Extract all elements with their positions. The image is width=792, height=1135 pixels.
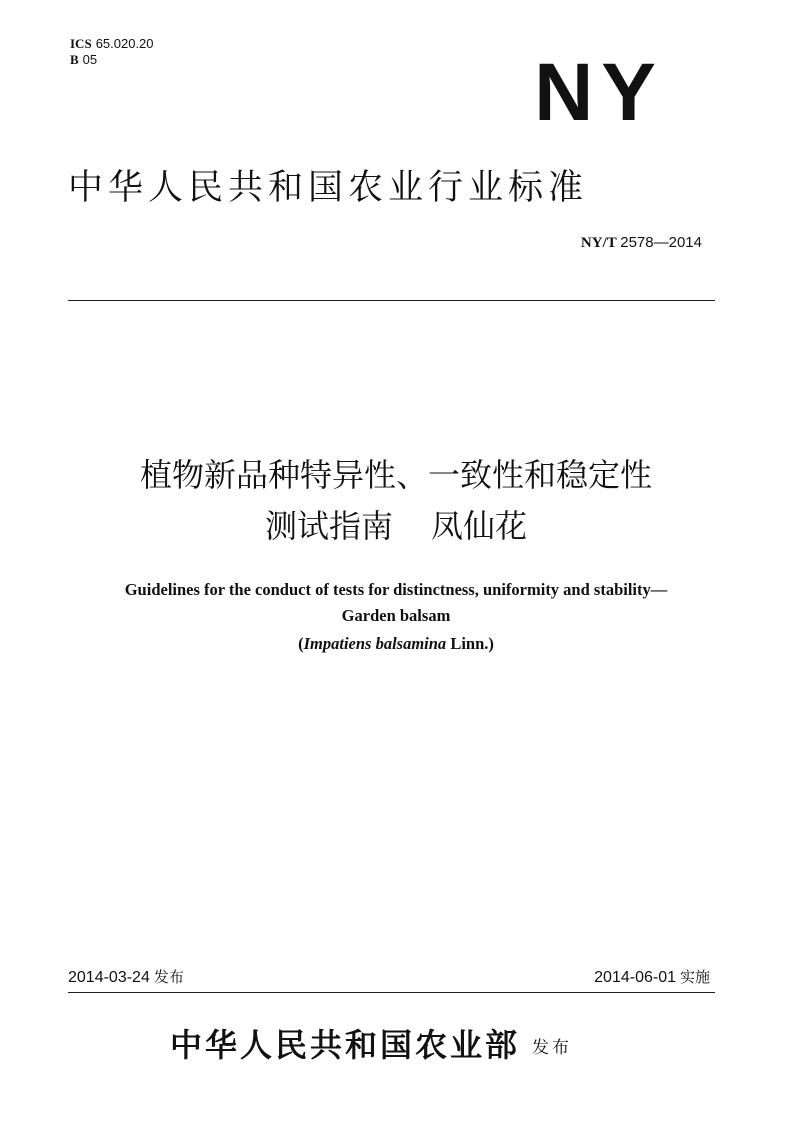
effective-date: 2014-06-01 xyxy=(594,969,676,986)
en-title-line1: Guidelines for the conduct of tests for distinctness, uniformity and stability— xyxy=(124,580,668,599)
class-code: 05 xyxy=(82,52,98,67)
issue-date: 2014-03-24 xyxy=(68,969,150,986)
ics-code: 65.020.20 xyxy=(95,36,154,51)
standard-number xyxy=(581,234,702,252)
cn-title-line1: 植物新品种特异性、一致性和稳定性 xyxy=(139,456,652,494)
issue-label: 发布 xyxy=(153,968,184,986)
publish-label: 发布 xyxy=(532,1037,573,1058)
standard-number-value: 2578—2014 xyxy=(620,234,702,251)
cn-title-line2 xyxy=(0,506,792,546)
cn-title-line2a: 测试指南 xyxy=(264,507,393,545)
en-title-line3 xyxy=(0,632,792,656)
en-title-authority: Linn.) xyxy=(446,634,494,653)
effective-label: 实施 xyxy=(679,968,710,986)
bottom-divider xyxy=(68,992,715,993)
ics-block xyxy=(70,36,154,68)
top-divider xyxy=(68,300,715,301)
ny-logo: NY xyxy=(534,47,664,138)
class-prefix: B xyxy=(70,52,79,67)
ics-line xyxy=(70,36,154,52)
standard-number-prefix: NY/T xyxy=(580,235,617,251)
publisher-block xyxy=(170,1024,572,1069)
en-title-paren: ( xyxy=(298,634,304,653)
effective-date-block xyxy=(594,966,710,987)
class-line xyxy=(70,52,154,68)
ics-prefix: ICS xyxy=(70,36,92,51)
publisher-name: 中华人民共和国农业部 xyxy=(170,1026,521,1064)
issue-date-block xyxy=(68,966,184,987)
en-title-scientific-name: Impatiens balsamina xyxy=(303,634,447,653)
cn-title-line2b: 凤仙花 xyxy=(431,507,528,545)
standard-category-title: 中华人民共和国农业行业标准 xyxy=(68,168,589,208)
en-title-line2: Garden balsam xyxy=(341,606,451,625)
